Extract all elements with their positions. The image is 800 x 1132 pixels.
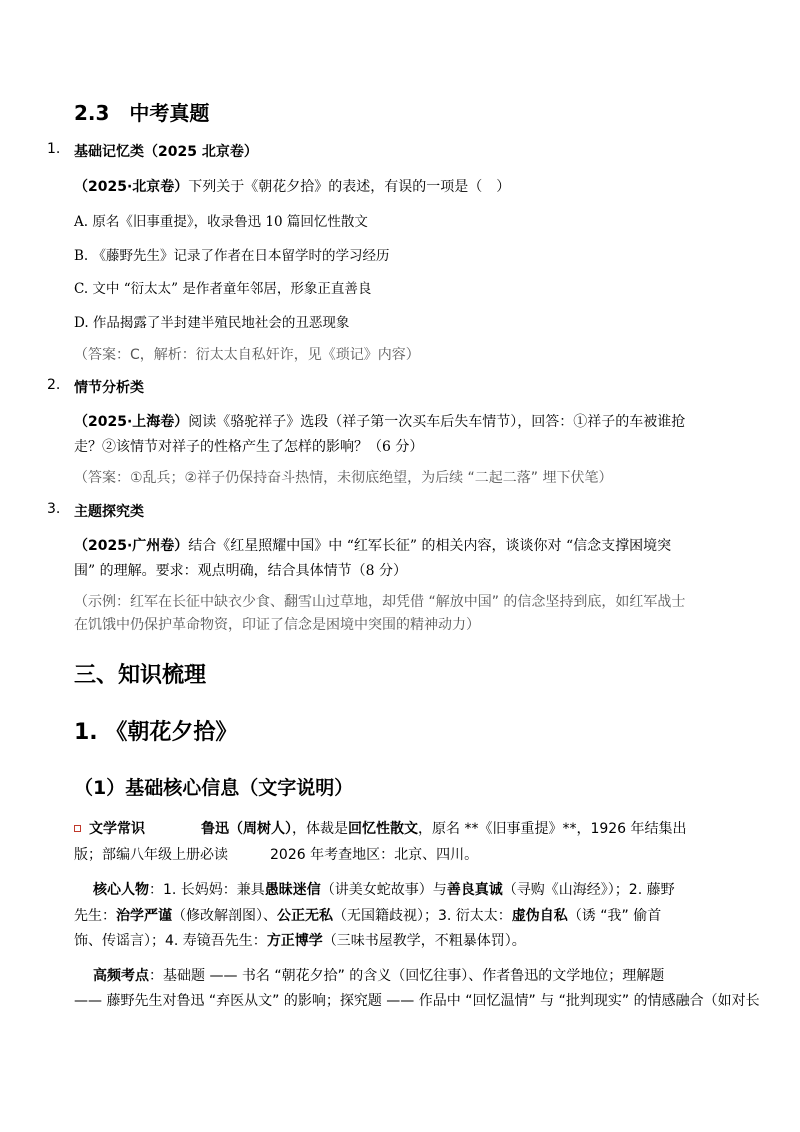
option-a: A. 原名《旧事重提》，收录鲁迅 10 篇回忆性散文 — [74, 214, 368, 230]
question-line — [74, 176, 510, 196]
question-line-2: 围” 的理解。要求：观点明确，结合具体情节（8 分） — [74, 563, 407, 579]
answer-text: （答案：①乱兵；②祥子仍保持奋斗热情，未彻底绝望，为后续 “二起二落” 埋下伏笔） — [74, 470, 613, 486]
exam-line-2: —— 藤野先生对鲁迅 “弃医从文” 的影响；探究题 —— 作品中 “回忆温情” 与 “批判现实” 的情感融合（如对长 — [74, 993, 760, 1009]
exam-label: 高频考点 — [93, 968, 149, 984]
item-number: 3. — [47, 501, 61, 517]
lit-line-2: 版；部编八年级上册必读 2026 年考查地区：北京、四川。 — [74, 847, 479, 863]
section-heading: 2.3 中考真题 — [74, 101, 210, 125]
option-d: D. 作品揭露了半封建半殖民地社会的丑恶现象 — [74, 315, 350, 331]
chars-line-1 — [93, 879, 675, 899]
item-title: 情节分析类 — [74, 380, 144, 396]
part-heading: 三、知识梳理 — [74, 663, 207, 688]
item-title: 主题探究类 — [74, 504, 144, 520]
question-line-2: 走？②该情节对祥子的性格产生了怎样的影响？（6 分） — [74, 439, 424, 455]
question-tag: （2025·北京卷） — [74, 179, 189, 195]
exam-line-1 — [93, 965, 664, 985]
exam-text: ：基础题 —— 书名 “朝花夕拾” 的含义（回忆往事）、作者鲁迅的文学地位；理解题 — [149, 968, 665, 984]
chars-text: （无国籍歧视）；3. 衍太太： — [333, 908, 512, 924]
book-heading: 1. 《朝花夕拾》 — [74, 720, 238, 745]
option-b: B. 《藤野先生》记录了作者在日本留学时的学习经历 — [74, 248, 390, 264]
sub-heading: （1）基础核心信息（文字说明） — [74, 777, 354, 799]
option-c: C. 文中 “衍太太” 是作者童年邻居，形象正直善良 — [74, 281, 372, 297]
chars-text: 饰、传谣言）；4. 寿镜吾先生： — [74, 933, 267, 949]
question-line — [74, 535, 671, 555]
chars-text: ：1. 长妈妈：兼具 — [149, 882, 265, 898]
lit-genre: 回忆性散文 — [348, 821, 418, 837]
chars-trait: 公正无私 — [277, 908, 333, 924]
chars-text: 先生： — [74, 908, 116, 924]
lit-text: ，体裁是 — [292, 821, 348, 837]
chars-text: （三味书屋教学，不粗暴体罚）。 — [322, 933, 526, 949]
chars-trait: 方正博学 — [266, 933, 323, 949]
chars-line-3 — [74, 930, 526, 950]
answer-text: （答案：C，解析：衍太太自私奸诈，见《琐记》内容） — [74, 347, 420, 363]
chars-label: 核心人物 — [93, 882, 149, 898]
item-title: 基础记忆类（2025 北京卷） — [74, 144, 258, 160]
question-text: 下列关于《朝花夕拾》的表述，有误的一项是（ ） — [188, 179, 511, 195]
chars-line-2 — [74, 905, 661, 925]
chars-trait: 治学严谨 — [116, 908, 172, 924]
chars-text: （寻购《山海经》）；2. 藤野 — [502, 882, 675, 898]
lit-text: ，原名 **《旧事重提》**，1926 年结集出 — [418, 821, 687, 837]
chars-trait: 愚昧迷信 — [264, 882, 321, 898]
lit-author: 鲁迅（周树人） — [201, 821, 292, 837]
question-text: 阅读《骆驼祥子》选段（祥子第一次买车后失车情节），回答：①祥子的车被谁抢 — [188, 414, 686, 430]
chars-trait: 虚伪自私 — [511, 908, 568, 924]
lit-label: 文学常识 — [89, 821, 145, 837]
answer-text: （示例：红军在长征中缺衣少食、翻雪山过草地，却凭借 “解放中国” 的信念坚持到底，如红军战士 — [74, 594, 686, 610]
chars-text: （修改解剖图）、 — [172, 908, 277, 924]
chars-text: （诱 “我” 偷首 — [567, 908, 662, 924]
bullet-icon — [74, 825, 81, 832]
chars-trait: 善良真诚 — [446, 882, 503, 898]
lit-line-1 — [74, 818, 687, 838]
question-line — [74, 411, 685, 431]
chars-text: （讲美女蛇故事）与 — [320, 882, 447, 898]
question-tag: （2025·广州卷） — [74, 538, 189, 554]
answer-text-2: 在饥饿中仍保护革命物资，印证了信念是困境中突围的精神动力） — [74, 617, 480, 633]
item-number: 2. — [47, 377, 61, 393]
question-text: 结合《红星照耀中国》中 “红军长征” 的相关内容，谈谈你对 “信念支撑困境突 — [188, 538, 672, 554]
question-tag: （2025·上海卷） — [74, 414, 189, 430]
item-number: 1. — [47, 141, 61, 157]
